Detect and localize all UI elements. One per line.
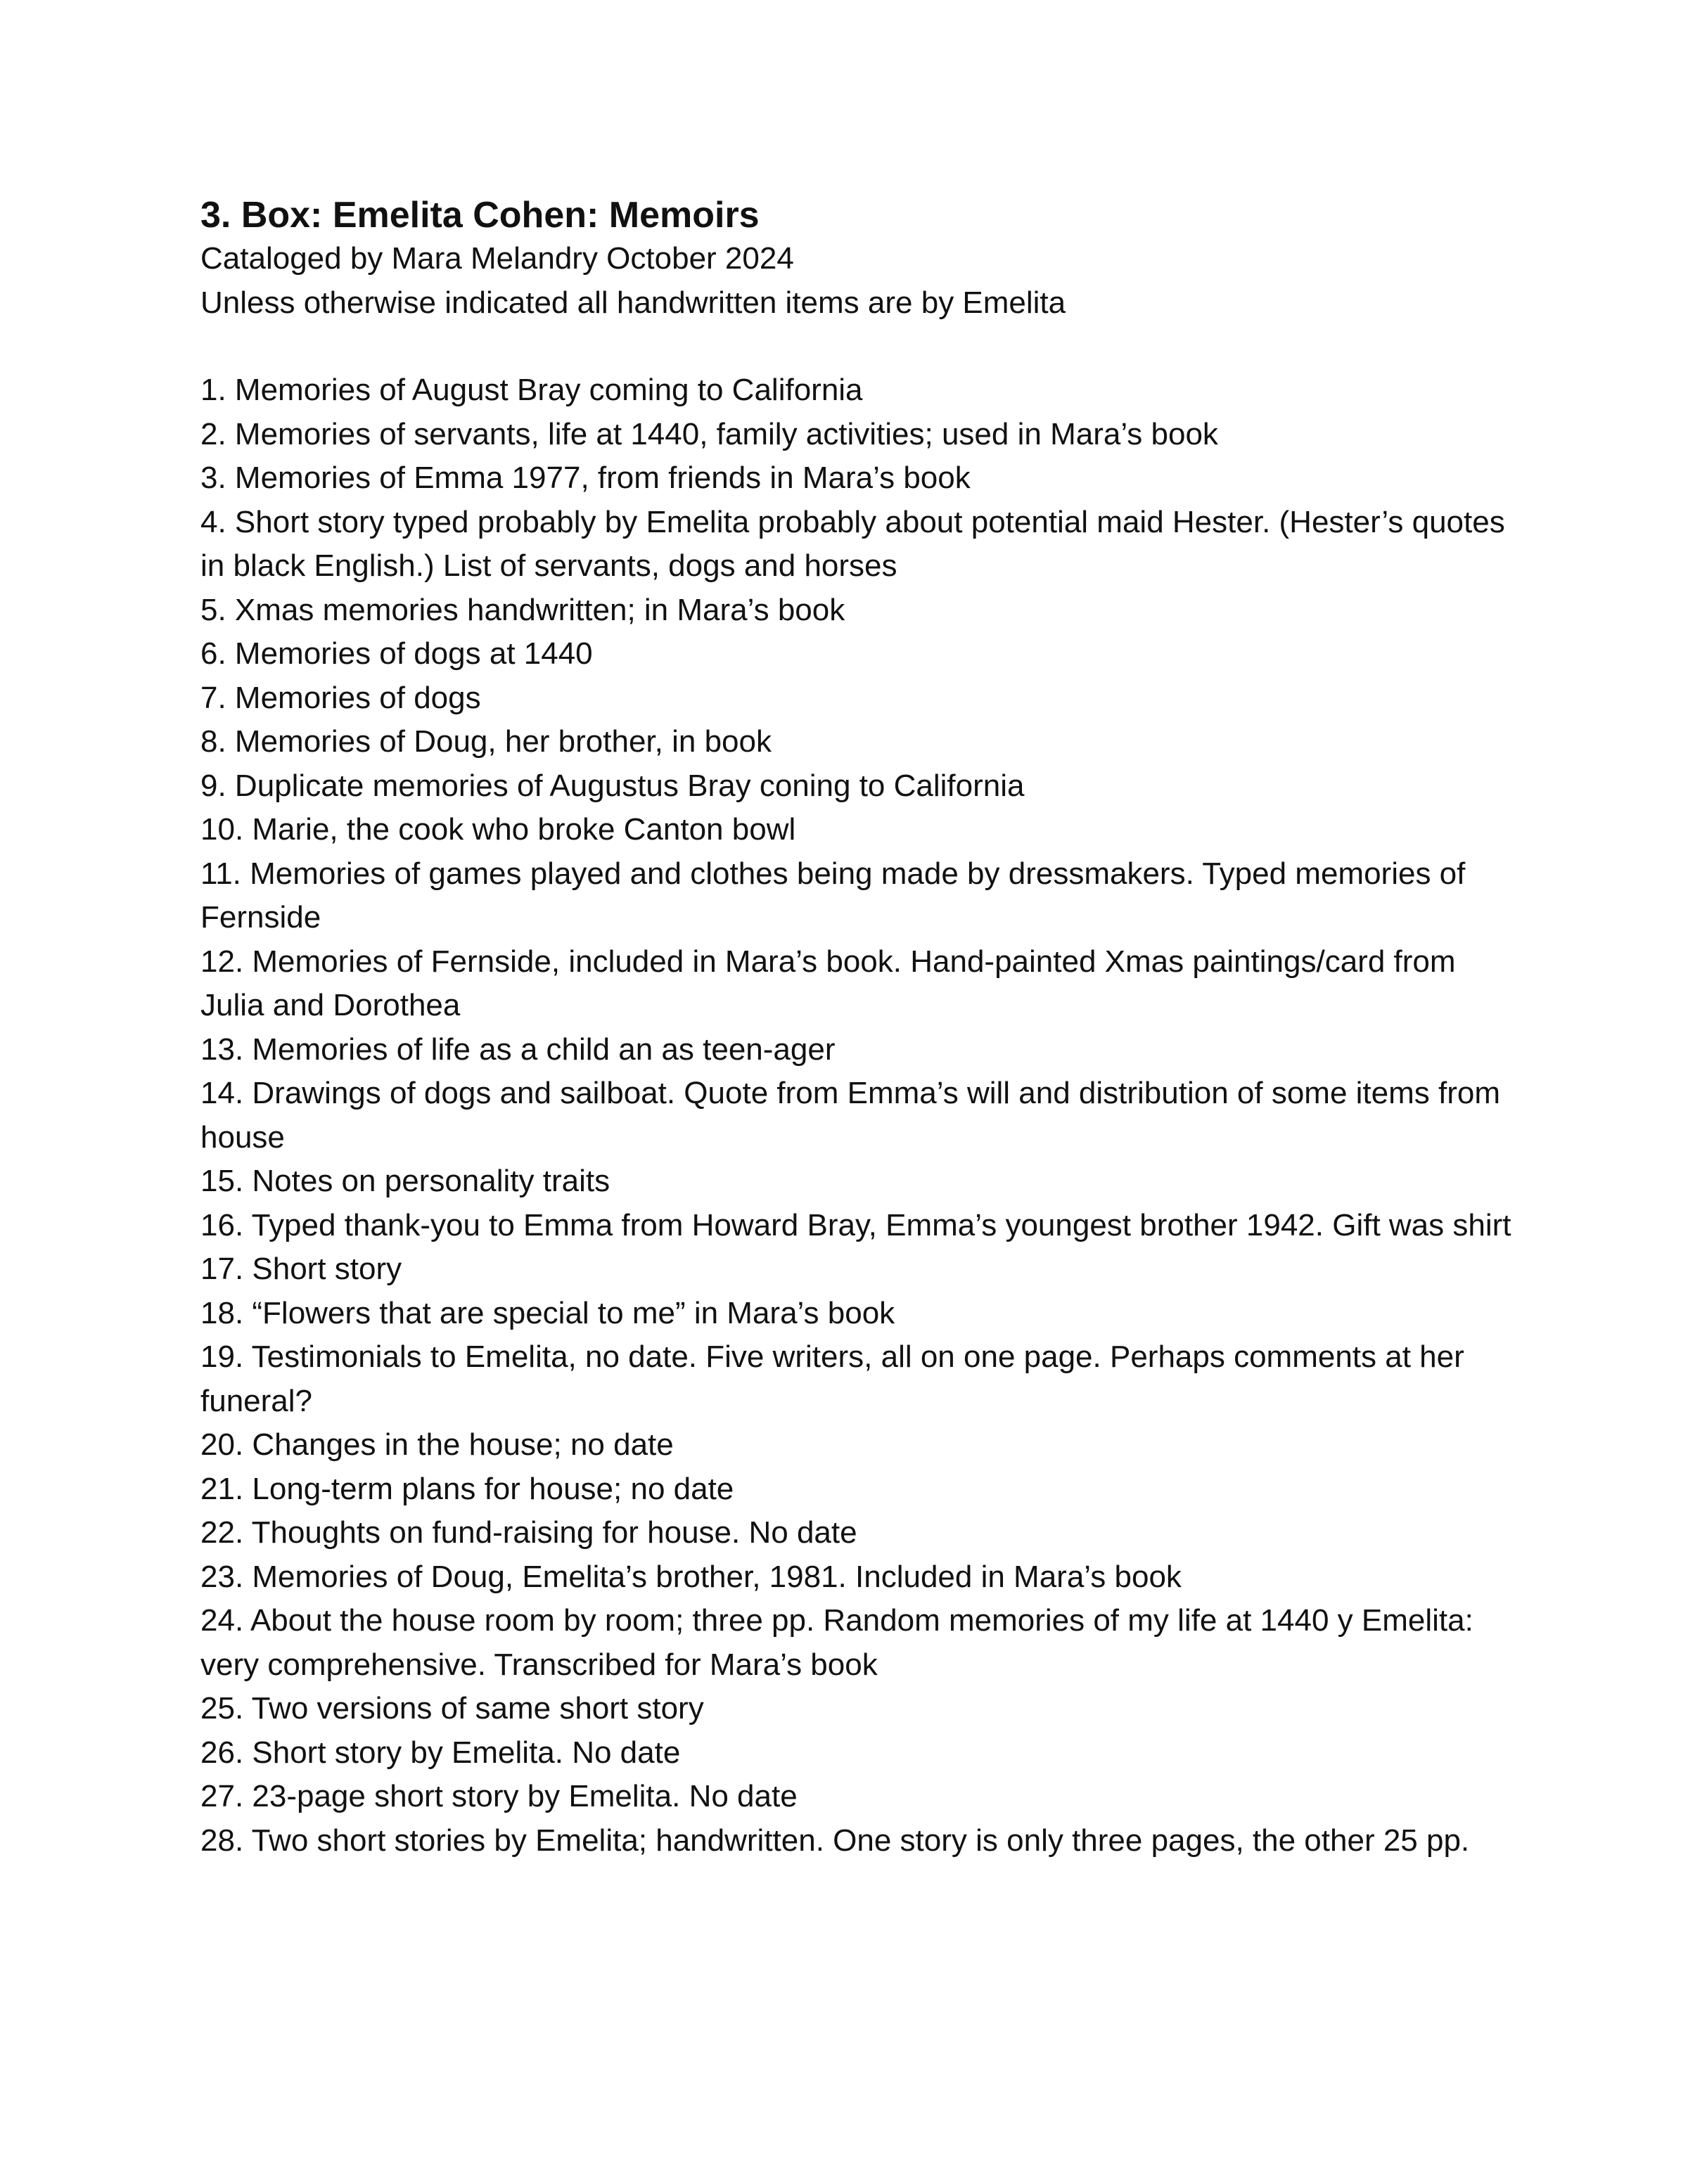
spacer xyxy=(200,325,1523,368)
list-item: 9. Duplicate memories of Augustus Bray coning to California xyxy=(200,768,1025,803)
list-item: 18. “Flowers that are special to me” in Mara’s book xyxy=(200,1295,895,1330)
list-item: 20. Changes in the house; no date xyxy=(200,1427,674,1462)
list-item: 15. Notes on personality traits xyxy=(200,1164,610,1198)
list-item: 16. Typed thank-you to Emma from Howard Bray, Emma’s youngest brother 1942. Gift was shirt xyxy=(200,1207,1511,1242)
list-item: 7. Memories of dogs xyxy=(200,680,481,715)
list-item: 23. Memories of Doug, Emelita’s brother, 1981. Included in Mara’s book xyxy=(200,1559,1182,1594)
list-item: 2. Memories of servants, life at 1440, family activities; used in Mara’s book xyxy=(200,416,1218,451)
item-list xyxy=(200,368,1523,1863)
list-item: 26. Short story by Emelita. No date xyxy=(200,1735,681,1770)
list-item: 5. Xmas memories handwritten; in Mara’s book xyxy=(200,592,845,627)
list-item: 22. Thoughts on fund-raising for house. No date xyxy=(200,1515,857,1550)
list-item: 12. Memories of Fernside, included in Mara’s book. Hand-painted Xmas paintings/card from Julia and Dorothea xyxy=(200,944,1456,1022)
document-body xyxy=(200,193,1523,1863)
list-item: 14. Drawings of dogs and sailboat. Quote from Emma’s will and distribution of some items from house xyxy=(200,1076,1500,1155)
list-item: 8. Memories of Doug, her brother, in book xyxy=(200,724,772,759)
list-item: 19. Testimonials to Emelita, no date. Five writers, all on one page. Perhaps comments at her funeral? xyxy=(200,1340,1464,1418)
document-title: 3. Box: Emelita Cohen: Memoirs xyxy=(200,195,760,236)
document-subtitle: Cataloged by Mara Melandry October 2024 xyxy=(200,241,794,276)
document-note: Unless otherwise indicated all handwritten items are by Emelita xyxy=(200,285,1066,320)
list-item: 28. Two short stories by Emelita; handwritten. One story is only three pages, the other 25 pp. xyxy=(200,1823,1470,1858)
list-item: 17. Short story xyxy=(200,1252,402,1286)
list-item: 6. Memories of dogs at 1440 xyxy=(200,636,593,671)
list-item: 25. Two versions of same short story xyxy=(200,1691,704,1726)
list-item: 13. Memories of life as a child an as teen-ager xyxy=(200,1032,836,1067)
list-item: 27. 23-page short story by Emelita. No date xyxy=(200,1779,798,1813)
list-item: 24. About the house room by room; three pp. Random memories of my life at 1440 y Emelita: very comprehensive. Transcribed for Mara’s book xyxy=(200,1603,1473,1682)
list-item: 3. Memories of Emma 1977, from friends in Mara’s book xyxy=(200,461,971,495)
list-item: 11. Memories of games played and clothes being made by dressmakers. Typed memories of Fernside xyxy=(200,856,1466,934)
list-item: 10. Marie, the cook who broke Canton bowl xyxy=(200,812,796,847)
list-item: 4. Short story typed probably by Emelita probably about potential maid Hester. (Hester’s quotes in black English.) List of servants, dogs and horses xyxy=(200,504,1505,583)
list-item: 1. Memories of August Bray coming to California xyxy=(200,373,863,407)
list-item: 21. Long-term plans for house; no date xyxy=(200,1471,734,1506)
